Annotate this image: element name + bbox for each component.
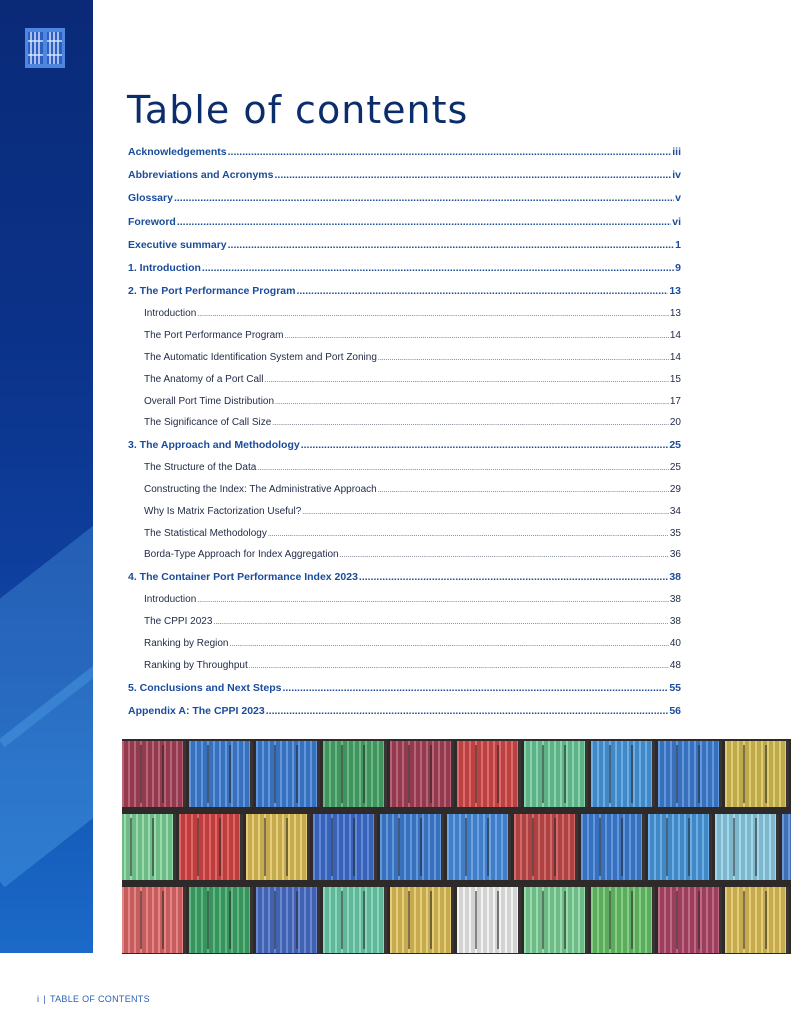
toc-entry[interactable] — [128, 285, 681, 308]
shipping-container — [715, 814, 779, 880]
toc-entry[interactable] — [128, 192, 681, 215]
toc-entry-label: Appendix A: The CPPI 2023 — [128, 704, 265, 717]
toc-entry-label: 4. The Container Port Performance Index 2023 — [128, 571, 358, 584]
shipping-container — [725, 741, 789, 807]
container-tier — [122, 887, 791, 953]
shipping-container — [648, 814, 712, 880]
shipping-container — [189, 887, 253, 953]
toc-subentry[interactable] — [128, 417, 681, 439]
toc-subentry[interactable] — [128, 549, 681, 571]
toc-entry-label: Ranking by Region — [144, 638, 229, 650]
shipping-container — [256, 741, 320, 807]
toc-entry-label: 5. Conclusions and Next Steps — [128, 681, 282, 694]
dot-leader — [228, 146, 672, 158]
toc-entry-label: Executive summary — [128, 238, 227, 251]
toc-entry-label: Ranking by Throughput — [144, 659, 248, 671]
toc-entry-label: The Structure of the Data — [144, 462, 257, 474]
dot-leader — [213, 619, 669, 626]
shipping-container — [658, 741, 722, 807]
toc-page-number: 25 — [669, 439, 681, 452]
toc-entry-label: 1. Introduction — [128, 261, 201, 274]
toc-entry-label: Why Is Matrix Factorization Useful? — [144, 505, 302, 517]
shipping-container — [524, 741, 588, 807]
toc-subentry[interactable] — [128, 594, 681, 616]
toc-page-number: 48 — [669, 659, 681, 671]
toc-subentry[interactable] — [128, 660, 681, 682]
shipping-containers-photo — [122, 739, 791, 954]
shipping-container — [591, 741, 655, 807]
shipping-container — [581, 814, 645, 880]
toc-subentry[interactable] — [128, 616, 681, 638]
shipping-container — [246, 814, 310, 880]
toc-entry[interactable] — [128, 439, 681, 462]
shipping-container — [457, 741, 521, 807]
shipping-container — [189, 741, 253, 807]
dot-leader — [378, 487, 669, 494]
toc-page-number: 38 — [669, 616, 681, 628]
container-tier — [122, 741, 791, 807]
toc-entry[interactable] — [128, 169, 681, 192]
toc-page-number: 17 — [669, 395, 681, 407]
table-of-contents — [128, 146, 681, 728]
toc-page-number: 34 — [669, 505, 681, 517]
toc-page-number: 13 — [669, 285, 681, 298]
shipping-container — [323, 887, 387, 953]
dot-leader — [197, 597, 669, 604]
toc-entry-label: Glossary — [128, 192, 173, 205]
toc-subentry[interactable] — [128, 506, 681, 528]
toc-subentry[interactable] — [128, 528, 681, 550]
shipping-container — [390, 741, 454, 807]
shipping-container — [591, 887, 655, 953]
dot-leader — [249, 663, 669, 670]
dot-leader — [285, 333, 669, 340]
toc-page-number: 25 — [669, 462, 681, 474]
footer-section-label: TABLE OF CONTENTS — [49, 994, 150, 1004]
dot-leader — [228, 239, 675, 251]
toc-entry-label: The CPPI 2023 — [144, 616, 213, 628]
dot-leader — [197, 311, 669, 318]
toc-page-number: 38 — [669, 594, 681, 606]
toc-page-number: vi — [672, 215, 681, 228]
shipping-container — [457, 887, 521, 953]
dot-leader — [378, 355, 669, 362]
toc-entry[interactable] — [128, 146, 681, 169]
toc-entry[interactable] — [128, 705, 681, 728]
shipping-container — [122, 814, 176, 880]
toc-page-number: 15 — [669, 373, 681, 385]
toc-entry-label: The Automatic Identification System and Port Zoning — [144, 351, 377, 363]
dot-leader — [272, 420, 669, 427]
shipping-container — [447, 814, 511, 880]
toc-entry-label: Constructing the Index: The Administrative Approach — [144, 484, 377, 496]
shipping-container — [514, 814, 578, 880]
container-logo-icon — [25, 28, 65, 68]
toc-page-number: 1 — [675, 238, 681, 251]
dot-leader — [274, 169, 671, 181]
toc-subentry[interactable] — [128, 462, 681, 484]
toc-entry-label: Abbreviations and Acronyms — [128, 169, 274, 182]
dot-leader — [177, 216, 671, 228]
shipping-container — [313, 814, 377, 880]
toc-page-number: 14 — [669, 330, 681, 342]
dot-leader — [296, 285, 668, 297]
toc-entry-label: Overall Port Time Distribution — [144, 395, 275, 407]
toc-entry-label: 2. The Port Performance Program — [128, 285, 296, 298]
toc-page-number: 56 — [669, 704, 681, 717]
toc-entry-label: Introduction — [144, 308, 197, 320]
shipping-container — [323, 741, 387, 807]
toc-subentry[interactable] — [128, 396, 681, 418]
toc-page-number: 20 — [669, 417, 681, 429]
toc-entry-label: The Significance of Call Size — [144, 417, 272, 429]
toc-entry[interactable] — [128, 682, 681, 705]
toc-entry-label: The Statistical Methodology — [144, 527, 267, 539]
dot-leader — [266, 705, 669, 717]
toc-entry-label: The Anatomy of a Port Call — [144, 373, 264, 385]
toc-subentry[interactable] — [128, 330, 681, 352]
toc-subentry[interactable] — [128, 308, 681, 330]
toc-entry-label: Acknowledgements — [128, 146, 227, 158]
toc-page-number: 40 — [669, 638, 681, 650]
toc-subentry[interactable] — [128, 484, 681, 506]
container-tier — [122, 814, 791, 880]
dot-leader — [359, 571, 668, 583]
dot-leader — [230, 641, 669, 648]
shipping-container — [256, 887, 320, 953]
toc-page-number: 9 — [675, 261, 681, 274]
toc-subentry[interactable] — [128, 374, 681, 396]
toc-entry[interactable] — [128, 239, 681, 262]
toc-entry-label: The Port Performance Program — [144, 330, 284, 342]
toc-entry-label: 3. The Approach and Methodology — [128, 439, 300, 452]
shipping-container — [380, 814, 444, 880]
side-band — [0, 0, 93, 953]
toc-entry-label: Introduction — [144, 594, 197, 606]
dot-leader — [202, 262, 674, 274]
shipping-container — [390, 887, 454, 953]
toc-page-number: 55 — [669, 681, 681, 694]
page-footer — [37, 994, 150, 1004]
dot-leader — [301, 439, 669, 451]
toc-page-number: 14 — [669, 351, 681, 363]
shipping-container — [122, 887, 186, 953]
toc-page-number: iii — [672, 146, 681, 158]
toc-entry[interactable] — [128, 571, 681, 594]
dot-leader — [265, 377, 669, 384]
toc-subentry[interactable] — [128, 638, 681, 660]
dot-leader — [340, 552, 669, 559]
dot-leader — [282, 682, 668, 694]
shipping-container — [179, 814, 243, 880]
footer-separator: | — [43, 994, 46, 1004]
toc-entry-label: Foreword — [128, 215, 176, 228]
toc-page-number: v — [675, 192, 681, 205]
dot-leader — [174, 192, 674, 204]
toc-entry[interactable] — [128, 262, 681, 285]
shipping-container — [782, 814, 791, 880]
toc-entry[interactable] — [128, 216, 681, 239]
toc-page-number: 38 — [669, 571, 681, 584]
dot-leader — [275, 399, 669, 406]
toc-page-number: iv — [672, 169, 681, 182]
shipping-container — [524, 887, 588, 953]
shipping-container — [725, 887, 789, 953]
toc-page-number: 13 — [669, 308, 681, 320]
toc-page-number: 35 — [669, 527, 681, 539]
dot-leader — [257, 465, 669, 472]
toc-entry-label: Borda-Type Approach for Index Aggregation — [144, 549, 339, 561]
shipping-container — [122, 741, 186, 807]
dot-leader — [302, 509, 669, 516]
dot-leader — [268, 531, 669, 538]
footer-page-number: i — [37, 994, 40, 1004]
page-title: Table of contents — [127, 88, 469, 132]
toc-page-number: 29 — [669, 484, 681, 496]
toc-page-number: 36 — [669, 549, 681, 561]
shipping-container — [658, 887, 722, 953]
toc-subentry[interactable] — [128, 352, 681, 374]
